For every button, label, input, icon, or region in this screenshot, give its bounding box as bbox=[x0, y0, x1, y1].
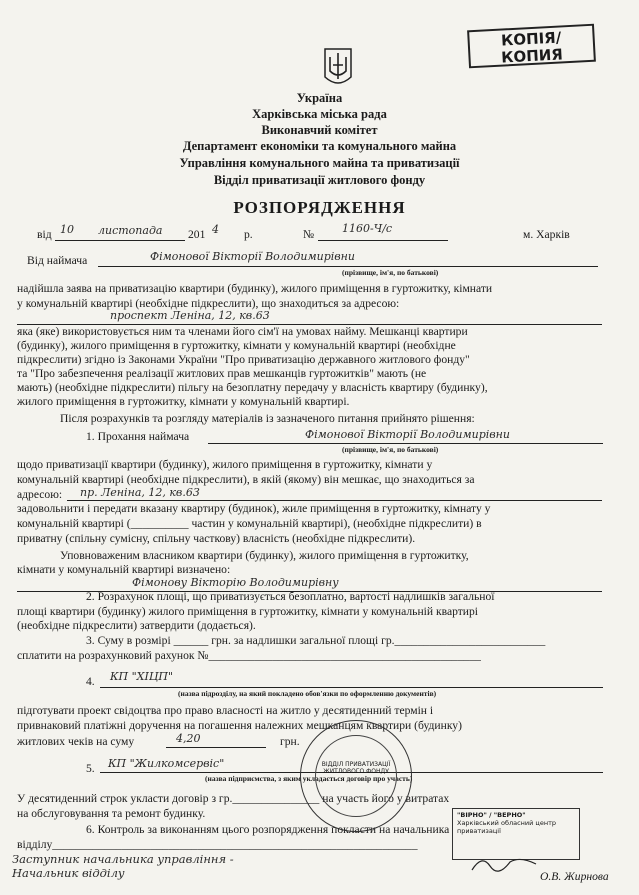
body-line-17: кімнати у комунальній квартирі визначено: bbox=[17, 563, 231, 576]
council-label: Харківська міська рада bbox=[252, 107, 387, 121]
item5-label: 5. bbox=[86, 762, 95, 775]
number-label: № bbox=[303, 228, 315, 241]
document-title: РОЗПОРЯДЖЕННЯ bbox=[233, 198, 406, 217]
address-handwritten: проспект Леніна, 12, кв.63 bbox=[110, 309, 270, 322]
administration-label: Управління комунального майна та приватизації bbox=[179, 156, 460, 170]
body-line-15: приватну (спільну сумісну, спільну часткову) власність (необхідне підкреслити). bbox=[17, 532, 416, 545]
body-line-9: Після розрахунків та розгляду матеріалів із зазначеного питання прийнято рішення: bbox=[60, 412, 475, 425]
committee-label: Виконавчий комітет bbox=[261, 123, 378, 137]
body-line-3: яка (яке) використовується ним та членами його сім'ї на умовах найму. Мешканці квартири bbox=[17, 325, 468, 338]
signatory-role-1: Заступник начальника управління - bbox=[12, 852, 234, 866]
seal-text: ВІДДІЛ ПРИВАТИЗАЦІЇ ЖИТЛОВОГО ФОНДУ bbox=[321, 761, 391, 775]
body-line-7: мають) (необхідне підкреслити) пільгу на безоплатну передачу у власність квартиру (будинку), bbox=[17, 381, 488, 394]
signature-scribble bbox=[470, 852, 540, 876]
checks-sum: 4,20 bbox=[176, 732, 201, 745]
tenant-prefix: Від наймача bbox=[27, 254, 88, 267]
city-label: м. Харків bbox=[523, 228, 570, 241]
copy-stamp bbox=[467, 24, 596, 69]
body-line-25: житлових чеків на суму bbox=[17, 735, 135, 748]
official-seal bbox=[300, 720, 412, 832]
item1-name: Фімонової Вікторії Володимирівни bbox=[305, 428, 510, 441]
item5-hint: (назва підприємства, з яким укладається договір про участь) bbox=[205, 774, 413, 783]
address-value: пр. Леніна, 12, кв.63 bbox=[80, 486, 200, 499]
tenant-hint: (прізвище, ім'я, по батькові) bbox=[342, 268, 439, 277]
body-line-16: Уповноваженим власником квартири (будинку), жилого приміщення в гуртожитку, bbox=[60, 549, 469, 562]
tenant-name: Фімонової Вікторії Володимирівни bbox=[150, 250, 355, 263]
document-number: 1160-Ч/с bbox=[342, 222, 393, 235]
signatory-role-2: Начальник відділу bbox=[12, 866, 125, 880]
body-line-11: комунальній квартирі (необхідне підкреслити), в якій (якому) він мешкає, що знаходиться за bbox=[17, 473, 475, 486]
checks-sum-unit: грн. bbox=[280, 735, 300, 748]
body-line-5: підкреслити) згідно із Законами України "Про приватизацію державного житлового фонду" bbox=[17, 353, 470, 366]
owner-name: Фімонову Вікторію Володимирівну bbox=[132, 576, 339, 589]
body-line-24: привнаковий платіжні доручення на погашення належних мешканцям квартири (будинку) bbox=[17, 719, 462, 732]
copy-stamp-line2: КОПИЯ bbox=[500, 45, 564, 67]
body-line-4: (будинку), жилого приміщення в гуртожитку, кімнати у комунальній квартирі (необхідне bbox=[17, 339, 456, 352]
body-line-10: щодо приватизації квартири (будинку), жилого приміщення в гуртожитку, кімнати у bbox=[17, 458, 433, 471]
body-line-14: комунальній квартирі (__________ частин у комунальній квартирі), (необхідне підкреслити) в bbox=[17, 517, 482, 530]
item4-label: 4. bbox=[86, 675, 95, 688]
date-year-prefix: 201 bbox=[188, 228, 206, 241]
body-line-27: на обслуговування та ремонт будинку. bbox=[17, 807, 206, 820]
body-line-22: сплатити на розрахунковий рахунок №_______________________________________________ bbox=[17, 649, 481, 662]
address-label: адресою: bbox=[17, 488, 63, 501]
item4-value: КП "ХІЦП" bbox=[110, 670, 174, 683]
date-day: 10 bbox=[60, 223, 74, 236]
body-line-29: відділу_______________________________________________________________ bbox=[17, 838, 418, 851]
body-line-19: площі квартири (будинку) жилого приміщення в гуртожитку, кімнати у комунальній квартирі bbox=[17, 605, 479, 618]
verified-stamp-line3: приватизації bbox=[457, 827, 501, 835]
body-line-21: 3. Суму в розмірі ______ грн. за надлишки загальної площі гр.__________________________ bbox=[86, 634, 546, 647]
signatory-name: О.В. Жирнова bbox=[540, 870, 609, 883]
date-year-suffix: 4 bbox=[212, 223, 219, 236]
verified-stamp-line2: Харківський обласний центр bbox=[457, 819, 557, 827]
date-month: листопада bbox=[98, 224, 163, 237]
body-line-18: 2. Розрахунок площі, що приватизується безоплатно, вартості надлишків загальної bbox=[86, 590, 495, 603]
country-label: Україна bbox=[296, 91, 343, 105]
body-line-26: У десятиденний строк укласти договір з гр._______________ на участь його у витратах bbox=[17, 792, 450, 805]
item1-label: 1. Прохання наймача bbox=[86, 430, 190, 443]
body-line-2: у комунальній квартирі (необхідне підкреслити), що знаходиться за адресою: bbox=[17, 297, 400, 310]
verified-stamp-line1: "ВІРНО" / "ВЕРНО" bbox=[457, 811, 526, 819]
item1-hint: (прізвище, ім'я, по батькові) bbox=[342, 445, 439, 454]
date-prefix: від bbox=[37, 228, 52, 241]
copy-stamp-line1: КОПІЯ/ bbox=[500, 28, 562, 50]
item5-value: КП "Жилкомсервіс" bbox=[108, 757, 225, 770]
body-line-20: (необхідне підкреслити) затвердити (додається). bbox=[17, 619, 256, 632]
body-line-8: жилого приміщення в гуртожитку, кімнати у комунальній квартирі. bbox=[17, 395, 350, 408]
department-label: Департамент економіки та комунального майна bbox=[182, 139, 457, 153]
body-line-1: надійшла заява на приватизацію квартири (будинку), жилого приміщення в гуртожитку, кімнати bbox=[17, 282, 493, 295]
body-line-28: 6. Контроль за виконанням цього розпорядження покласти на начальника bbox=[86, 823, 450, 836]
date-year-unit: р. bbox=[244, 228, 253, 241]
body-line-13: задовольнити і передати вказану квартиру (будинок), жиле приміщення в гуртожитку, кімнату у bbox=[17, 502, 491, 515]
item4-hint: (назва підрозділу, на який покладено обов'язки по оформленню документів) bbox=[178, 689, 437, 698]
trident-emblem-icon bbox=[322, 47, 354, 89]
body-line-23: підготувати проект свідоцтва про право власності на житло у десятиденний термін і bbox=[17, 704, 434, 717]
section-label: Відділ приватизації житлового фонду bbox=[213, 173, 426, 187]
body-line-6: та "Про забезпечення реалізації житлових прав мешканців гуртожитків" мають (не bbox=[17, 367, 427, 380]
